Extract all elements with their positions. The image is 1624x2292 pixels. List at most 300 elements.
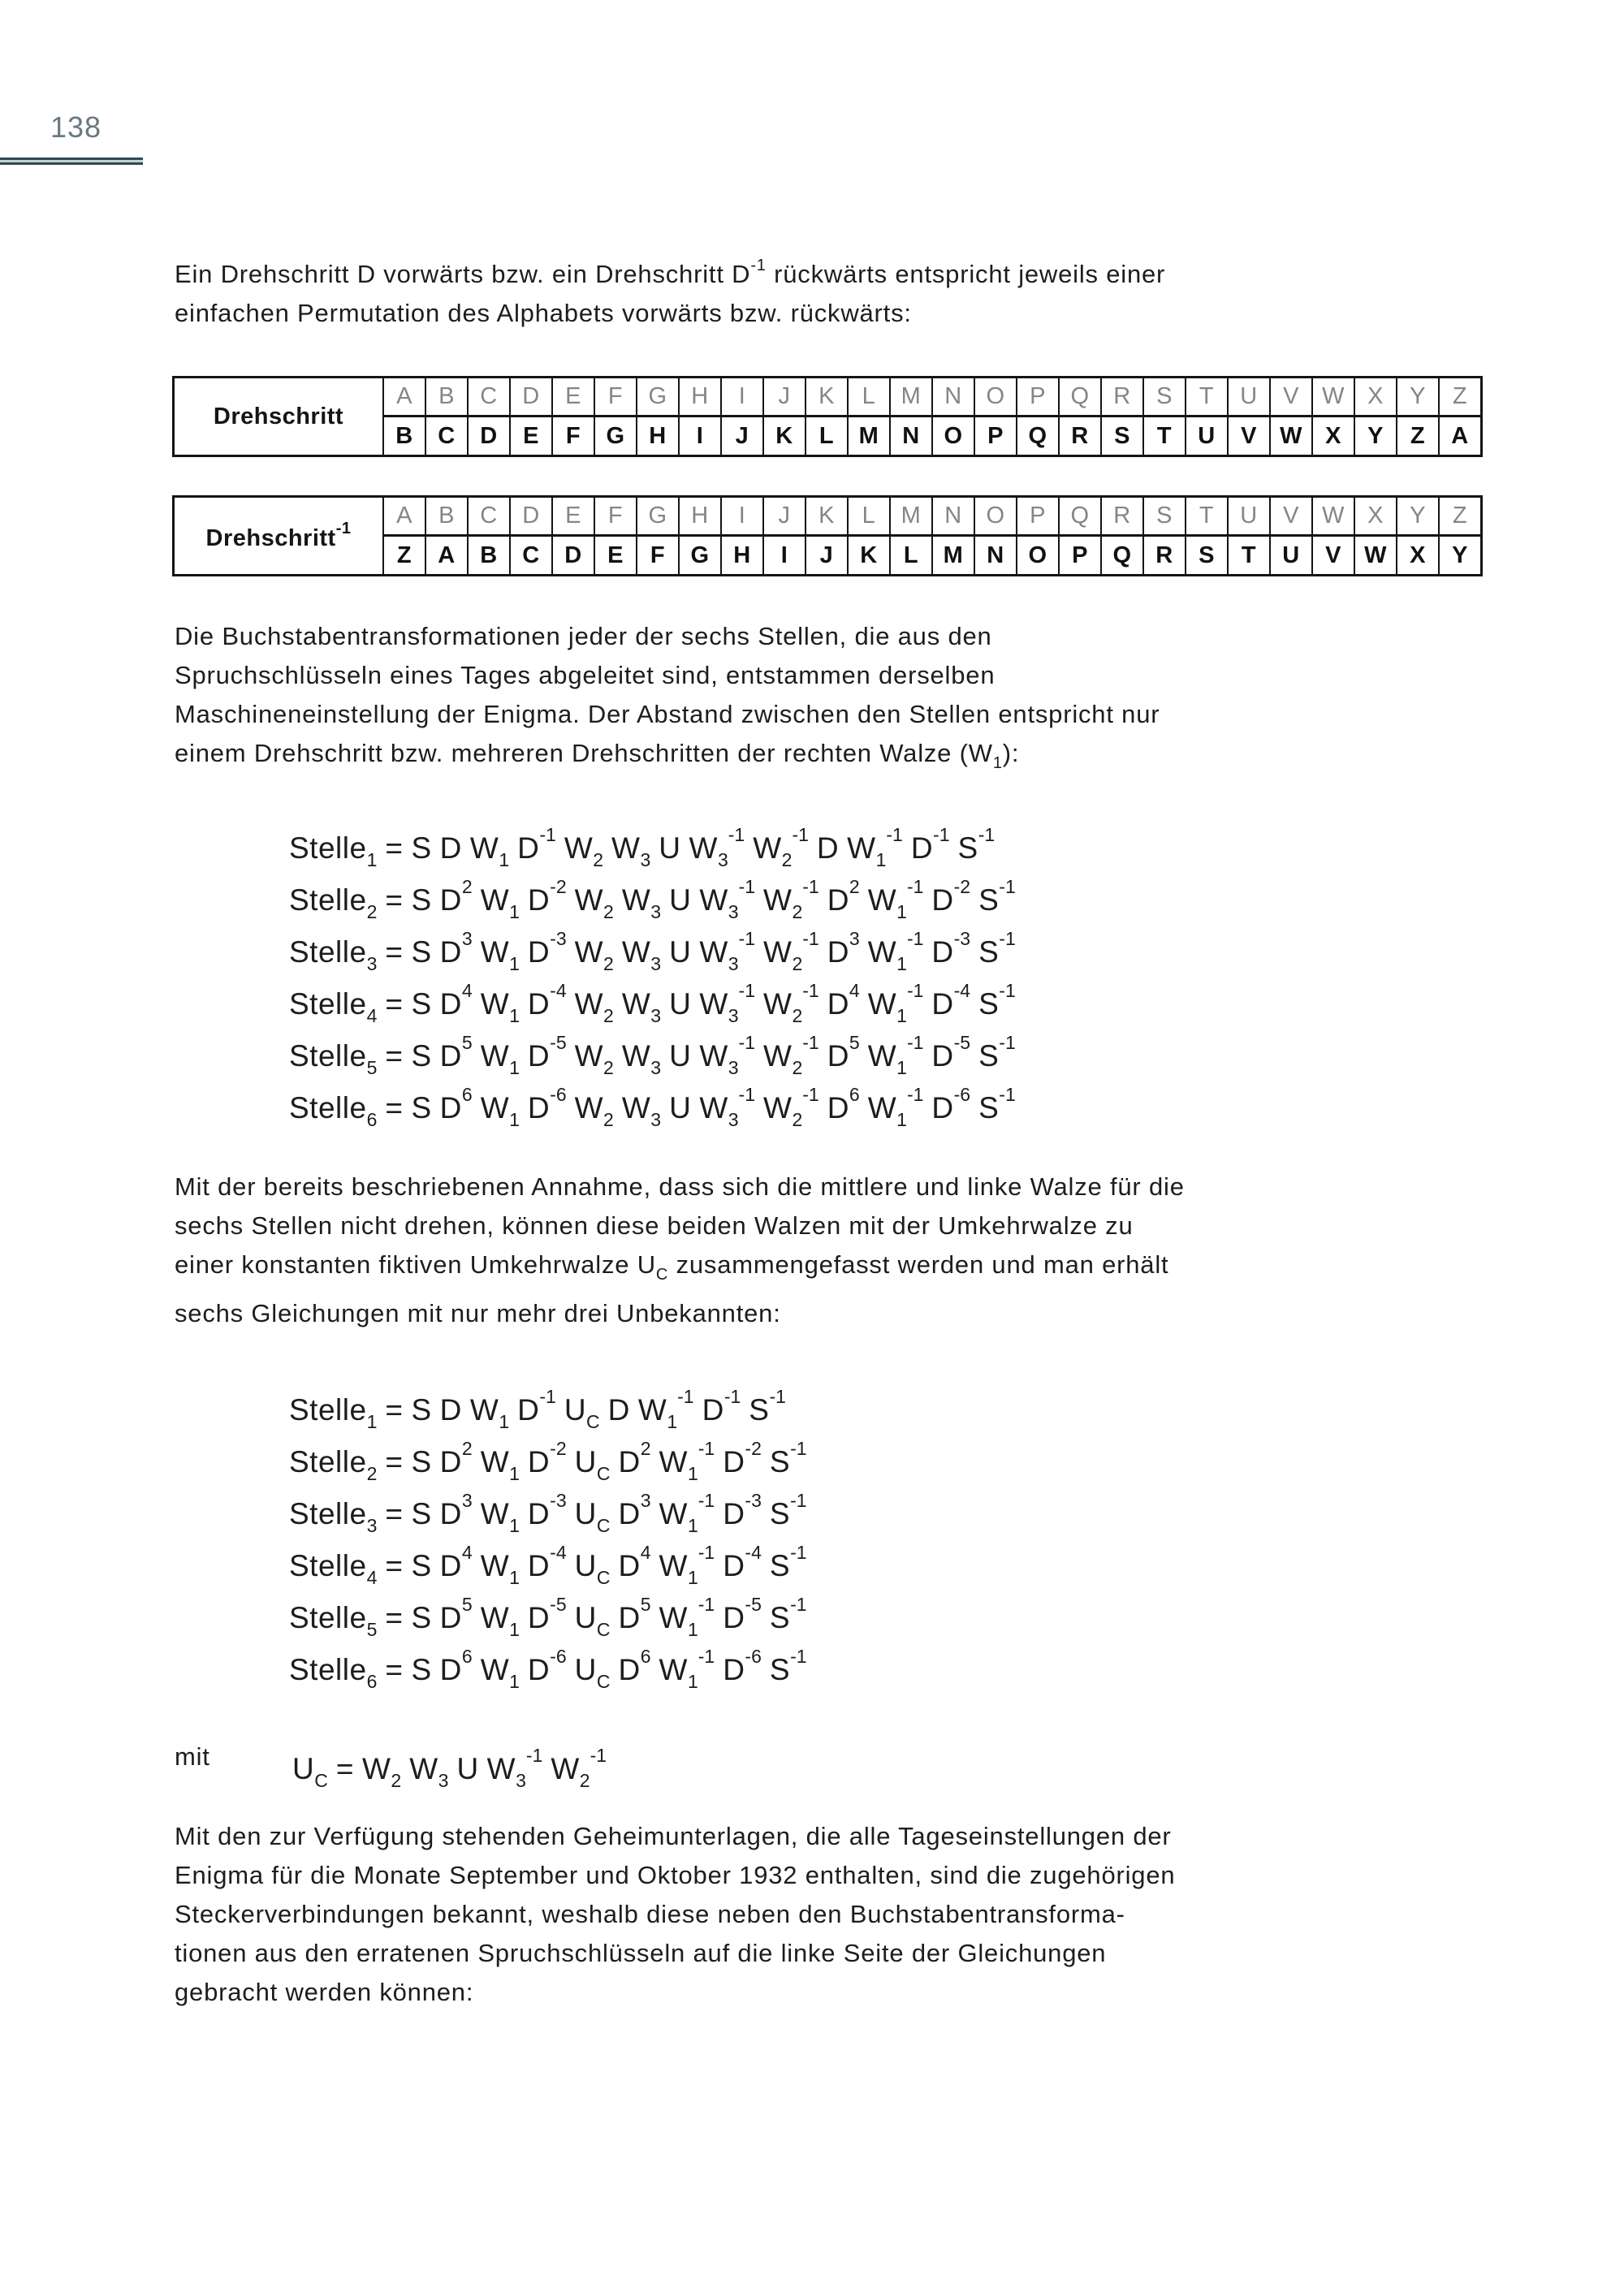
term-base: W — [867, 987, 897, 1021]
term-superscript: -5 — [550, 1032, 567, 1053]
term-base: S — [411, 987, 432, 1021]
equation-term — [827, 1032, 860, 1073]
term-subscript: 3 — [717, 849, 728, 870]
equation-term — [867, 1084, 924, 1130]
equation-term — [527, 1438, 567, 1478]
term-base: D — [618, 1497, 641, 1530]
term-base: W — [574, 1091, 604, 1124]
alphabet-output-cell: M — [848, 417, 890, 456]
alphabet-output-cell: W — [1354, 536, 1397, 576]
term-base: W — [611, 831, 641, 865]
alphabet-input-cell: H — [679, 497, 721, 536]
term-superscript: -1 — [698, 1438, 715, 1459]
alphabet-input-cell: O — [974, 497, 1017, 536]
term-superscript: -1 — [999, 1032, 1016, 1053]
term-superscript: 5 — [461, 1032, 473, 1053]
alphabet-output-cell: H — [637, 417, 679, 456]
term-subscript: C — [596, 1515, 611, 1536]
equation-term — [763, 876, 819, 922]
term-subscript: 4 — [366, 1567, 378, 1588]
term-base: Stelle — [289, 831, 367, 865]
equation-term — [699, 1032, 755, 1078]
equation-row — [289, 861, 1024, 922]
term-base: D — [527, 883, 551, 917]
equation-term — [385, 935, 404, 969]
term-base: S — [411, 1091, 432, 1124]
term-subscript: 2 — [603, 1005, 614, 1026]
term-base: D — [723, 1601, 745, 1634]
term-superscript: 2 — [849, 876, 860, 897]
term-base: D — [517, 831, 540, 865]
term-subscript: 1 — [509, 1463, 520, 1484]
term-base: U — [659, 831, 681, 865]
term-superscript: -1 — [590, 1745, 607, 1766]
term-subscript: 1 — [499, 849, 510, 870]
term-base: D — [439, 1601, 462, 1634]
equation-term — [486, 1745, 543, 1791]
equation-term — [702, 1386, 741, 1427]
alphabet-input-cell: U — [1228, 378, 1270, 417]
equation-term — [564, 1393, 600, 1432]
text-run: Mit den zur Verfügung stehenden Geheimunterlagen, die alle Tageseinstellungen der — [175, 1822, 1172, 1850]
term-base: Stelle — [289, 1393, 367, 1427]
term-superscript: -1 — [738, 1032, 755, 1053]
equation-term — [867, 980, 924, 1026]
equation-row — [289, 1526, 815, 1588]
term-superscript: -3 — [550, 928, 567, 949]
equation-term — [385, 831, 404, 865]
term-base: W — [867, 1091, 897, 1124]
equation-term — [574, 1601, 611, 1640]
equation-term — [439, 1490, 473, 1530]
subscript: C — [655, 1266, 669, 1284]
term-superscript: -1 — [906, 928, 924, 949]
alphabet-output-cell: U — [1186, 417, 1228, 456]
equation-row — [289, 1068, 1024, 1130]
alphabet-input-cell: F — [594, 378, 637, 417]
term-superscript: -6 — [550, 1646, 567, 1667]
equation-term — [385, 1653, 404, 1686]
equation-term — [723, 1542, 762, 1582]
alphabet-input-cell: Z — [1439, 378, 1482, 417]
term-subscript: 3 — [650, 1005, 662, 1026]
equation-term — [289, 1549, 378, 1588]
equation-term — [769, 1438, 807, 1478]
term-base: S — [978, 987, 1000, 1021]
equation-term — [611, 831, 651, 870]
term-base: = — [385, 1601, 404, 1634]
equation-term — [723, 1490, 762, 1530]
term-subscript: 1 — [509, 1005, 520, 1026]
alphabet-output-cell: N — [890, 417, 932, 456]
equation-row — [289, 913, 1024, 974]
term-base: D — [439, 1445, 462, 1478]
term-base: D — [931, 987, 954, 1021]
alphabet-input-cell: U — [1228, 497, 1270, 536]
term-superscript: -1 — [999, 876, 1016, 897]
equation-term — [439, 1438, 473, 1478]
subscript: 1 — [992, 754, 1003, 772]
text-run: Spruchschlüsseln eines Tages abgeleitet sind, entstammen derselben — [175, 661, 996, 689]
term-superscript: -1 — [999, 928, 1016, 949]
equation-row — [292, 1729, 615, 1791]
alphabet-output-cell: E — [510, 417, 552, 456]
term-base: W — [574, 987, 604, 1021]
term-base: Stelle — [289, 1653, 367, 1686]
alphabet-output-cell: I — [679, 417, 721, 456]
term-subscript: 3 — [366, 1515, 378, 1536]
term-base: = — [385, 987, 404, 1021]
equation-term — [621, 1091, 662, 1130]
term-superscript: -5 — [953, 1032, 971, 1053]
term-subscript: 2 — [603, 953, 614, 974]
equation-term — [621, 935, 662, 974]
term-subscript: 1 — [687, 1463, 698, 1484]
term-base: W — [867, 883, 897, 917]
equation-row — [289, 1630, 815, 1692]
term-subscript: 2 — [603, 901, 614, 922]
equation-term — [480, 1091, 520, 1130]
term-base: W — [621, 935, 651, 969]
term-subscript: 5 — [366, 1619, 378, 1640]
equation-term — [910, 824, 950, 865]
term-base: W — [763, 987, 793, 1021]
term-base: W — [621, 1091, 651, 1124]
term-subscript: 2 — [603, 1109, 614, 1130]
alphabet-output-cell: S — [1101, 417, 1143, 456]
alphabet-input-cell: V — [1270, 378, 1312, 417]
alphabet-output-cell: J — [806, 536, 848, 576]
term-superscript: -1 — [790, 1542, 807, 1563]
equation-term — [517, 1386, 556, 1427]
term-base: W — [486, 1752, 516, 1785]
equation-term — [385, 1497, 404, 1530]
alphabet-output-cell: P — [1059, 536, 1101, 576]
term-superscript: -1 — [539, 824, 556, 845]
term-base: D — [439, 1091, 462, 1124]
term-subscript: 3 — [650, 901, 662, 922]
alphabet-input-cell: R — [1101, 378, 1143, 417]
term-superscript: 3 — [461, 928, 473, 949]
equation-term — [527, 1542, 567, 1582]
term-base: W — [763, 883, 793, 917]
equation-term — [621, 883, 662, 922]
term-base: D — [439, 883, 462, 917]
term-base: D — [931, 1091, 954, 1124]
term-base: W — [480, 1445, 510, 1478]
alphabet-input-cell: M — [890, 378, 932, 417]
term-subscript: C — [596, 1671, 611, 1692]
equation-term — [385, 987, 404, 1021]
equation-term — [480, 883, 520, 922]
equation-row — [289, 809, 1024, 870]
equation-term — [637, 1386, 694, 1432]
equation-term — [659, 1594, 715, 1640]
text-run: Enigma für die Monate September und Oktober 1932 enthalten, sind die zugehörigen — [175, 1861, 1176, 1889]
term-base: W — [480, 1091, 510, 1124]
alphabet-input-cell: Q — [1059, 497, 1101, 536]
alphabet-output-cell: Z — [1397, 417, 1439, 456]
term-base: U — [574, 1445, 597, 1478]
superscript: -1 — [335, 520, 352, 537]
term-superscript: -1 — [539, 1386, 556, 1407]
alphabet-output-cell: S — [1186, 536, 1228, 576]
alphabet-output-cell: E — [594, 536, 637, 576]
equation-term — [411, 1497, 432, 1530]
term-base: = — [385, 1549, 404, 1582]
term-subscript: 1 — [509, 1619, 520, 1640]
alphabet-input-cell: C — [468, 378, 510, 417]
term-superscript: 6 — [461, 1646, 473, 1667]
term-base: W — [659, 1653, 688, 1686]
term-base: W — [574, 1039, 604, 1073]
term-superscript: -1 — [802, 1084, 819, 1105]
equation-term — [749, 1386, 786, 1427]
term-base: U — [574, 1601, 597, 1634]
term-superscript: -2 — [550, 1438, 567, 1459]
equation-term — [621, 987, 662, 1026]
term-superscript: 4 — [640, 1542, 651, 1563]
term-superscript: 3 — [640, 1490, 651, 1511]
term-base: W — [659, 1601, 688, 1634]
equation-term — [517, 824, 556, 865]
term-base: S — [411, 1653, 432, 1686]
equation-term — [621, 1039, 662, 1078]
equation-term — [289, 1039, 378, 1078]
term-base: D — [439, 831, 462, 865]
equation-term — [931, 876, 971, 917]
term-base: D — [527, 1497, 551, 1530]
alphabet-input-cell: E — [552, 497, 594, 536]
text-run: sechs Gleichungen mit nur mehr drei Unbekannten: — [175, 1299, 781, 1327]
alphabet-input-cell: Y — [1397, 378, 1439, 417]
term-superscript: -1 — [738, 928, 755, 949]
term-subscript: 2 — [579, 1770, 590, 1791]
equation-term — [867, 1032, 924, 1078]
term-base: U — [564, 1393, 587, 1427]
term-base: = — [335, 1752, 354, 1785]
alphabet-input-cell: H — [679, 378, 721, 417]
equation-term — [289, 987, 378, 1026]
equation-term — [385, 883, 404, 917]
term-base: = — [385, 1445, 404, 1478]
equation-term — [527, 876, 567, 917]
equation-term — [753, 824, 809, 870]
equation-term — [385, 1091, 404, 1124]
term-subscript: 1 — [687, 1671, 698, 1692]
equation-term — [439, 1646, 473, 1686]
equation-term — [763, 980, 819, 1026]
equation-term — [867, 928, 924, 974]
equation-term — [723, 1438, 762, 1478]
text-run: Mit der bereits beschriebenen Annahme, dass sich die mittlere und linke Walze für die — [175, 1172, 1185, 1201]
term-base: = — [385, 935, 404, 969]
equation-term — [699, 876, 755, 922]
equation-term — [411, 1445, 432, 1478]
term-superscript: 4 — [461, 1542, 473, 1563]
equation-term — [574, 935, 614, 974]
term-subscript: 2 — [792, 901, 803, 922]
term-base: = — [385, 1091, 404, 1124]
term-base: D — [702, 1393, 724, 1427]
alphabet-input-cell: N — [932, 378, 974, 417]
paragraph-intro — [175, 246, 1165, 333]
term-subscript: 2 — [593, 849, 604, 870]
term-base: = — [385, 883, 404, 917]
term-base: D — [439, 1549, 462, 1582]
term-base: W — [480, 935, 510, 969]
term-base: W — [621, 1039, 651, 1073]
alphabet-input-cell: W — [1312, 378, 1354, 417]
term-base: S — [411, 1601, 432, 1634]
term-base: W — [699, 935, 728, 969]
term-base: D — [517, 1393, 540, 1427]
term-base: D — [618, 1653, 641, 1686]
equation-term — [361, 1752, 402, 1791]
equation-term — [411, 1601, 432, 1634]
term-subscript: 3 — [366, 953, 378, 974]
term-superscript: -1 — [906, 1032, 924, 1053]
term-base: U — [669, 1039, 692, 1073]
text-run: Drehschritt — [213, 403, 344, 429]
equation-term — [439, 980, 473, 1021]
term-base: D — [723, 1549, 745, 1582]
term-base: W — [564, 831, 594, 865]
equation-term — [669, 935, 692, 969]
term-subscript: 1 — [366, 849, 378, 870]
term-subscript: C — [596, 1619, 611, 1640]
paragraph-transformations — [175, 617, 1160, 783]
equation-term — [816, 831, 840, 865]
term-superscript: 5 — [849, 1032, 860, 1053]
term-subscript: 1 — [509, 1567, 520, 1588]
page-number: 138 — [50, 110, 102, 144]
term-subscript: 1 — [509, 1671, 520, 1692]
term-superscript: -1 — [723, 1386, 741, 1407]
term-subscript: 3 — [640, 849, 651, 870]
equation-term — [439, 1594, 473, 1634]
alphabet-output-cell: G — [594, 417, 637, 456]
term-subscript: C — [314, 1770, 328, 1791]
term-base: U — [292, 1752, 315, 1785]
equation-term — [618, 1438, 651, 1478]
equation-term — [289, 1445, 378, 1484]
table-label — [174, 497, 384, 576]
paragraph-annahme — [175, 1168, 1185, 1333]
equation-term — [659, 1490, 715, 1536]
equation-term — [411, 883, 432, 917]
superscript: -1 — [750, 257, 767, 274]
term-subscript: 2 — [391, 1770, 402, 1791]
term-base: Stelle — [289, 935, 367, 969]
term-subscript: C — [596, 1567, 611, 1588]
term-base: Stelle — [289, 883, 367, 917]
mit-label: mit — [175, 1742, 210, 1771]
equation-term — [564, 831, 604, 870]
term-base: Stelle — [289, 1091, 367, 1124]
alphabet-input-cell: L — [848, 378, 890, 417]
term-base: W — [699, 1091, 728, 1124]
term-subscript: 3 — [438, 1770, 449, 1791]
alphabet-output-cell: K — [763, 417, 806, 456]
equation-term — [469, 831, 510, 870]
equation-term — [456, 1752, 479, 1785]
equation-term — [699, 928, 755, 974]
equation-term — [411, 1091, 432, 1124]
alphabet-input-cell: S — [1143, 378, 1186, 417]
equation-term — [978, 928, 1016, 969]
term-base: D — [527, 1601, 551, 1634]
term-base: W — [469, 831, 499, 865]
term-superscript: -6 — [550, 1084, 567, 1105]
alphabet-output-cell: V — [1228, 417, 1270, 456]
term-superscript: -1 — [802, 980, 819, 1001]
alphabet-output-cell: N — [974, 536, 1017, 576]
equation-term — [527, 1646, 567, 1686]
equation-term — [527, 1490, 567, 1530]
equation-term — [292, 1752, 328, 1791]
term-base: W — [699, 987, 728, 1021]
term-base: D — [931, 883, 954, 917]
term-superscript: -4 — [550, 1542, 567, 1563]
term-base: S — [411, 831, 432, 865]
term-base: W — [659, 1497, 688, 1530]
equation-term — [699, 1084, 755, 1130]
term-subscript: 2 — [366, 901, 378, 922]
term-superscript: -1 — [999, 1084, 1016, 1105]
term-subscript: 2 — [781, 849, 793, 870]
equation-term — [480, 1653, 520, 1692]
alphabet-output-cell: K — [848, 536, 890, 576]
term-base: D — [607, 1393, 630, 1427]
text-run: einem Drehschritt bzw. mehreren Drehschritten der rechten Walze (W — [175, 739, 993, 767]
equation-term — [763, 1084, 819, 1130]
equation-term — [769, 1542, 807, 1582]
alphabet-input-cell: Q — [1059, 378, 1101, 417]
alphabet-output-cell: A — [1439, 417, 1482, 456]
term-base: S — [978, 1091, 1000, 1124]
term-base: U — [456, 1752, 479, 1785]
equation-term — [439, 876, 473, 917]
term-base: W — [763, 935, 793, 969]
term-base: W — [480, 1653, 510, 1686]
term-superscript: -4 — [953, 980, 971, 1001]
equation-term — [385, 1039, 404, 1073]
equation-term — [574, 883, 614, 922]
alphabet-output-cell: T — [1228, 536, 1270, 576]
term-base: Stelle — [289, 987, 367, 1021]
term-subscript: C — [586, 1411, 600, 1432]
term-base: W — [637, 1393, 667, 1427]
equation-term — [411, 1393, 432, 1427]
term-base: D — [931, 1039, 954, 1073]
term-superscript: 4 — [461, 980, 473, 1001]
term-subscript: 3 — [650, 1057, 662, 1078]
term-subscript: 1 — [896, 1005, 907, 1026]
term-base: W — [409, 1752, 438, 1785]
text-run: Maschineneinstellung der Enigma. Der Abstand zwischen den Stellen entspricht nur — [175, 700, 1160, 728]
equation-term — [607, 1393, 630, 1427]
term-base: S — [769, 1549, 791, 1582]
equation-term — [769, 1646, 807, 1686]
term-superscript: 5 — [461, 1594, 473, 1615]
alphabet-input-cell: M — [890, 497, 932, 536]
term-base: D — [827, 883, 849, 917]
term-superscript: -1 — [999, 980, 1016, 1001]
term-base: Stelle — [289, 1497, 367, 1530]
term-subscript: 1 — [687, 1567, 698, 1588]
equation-term — [385, 1601, 404, 1634]
